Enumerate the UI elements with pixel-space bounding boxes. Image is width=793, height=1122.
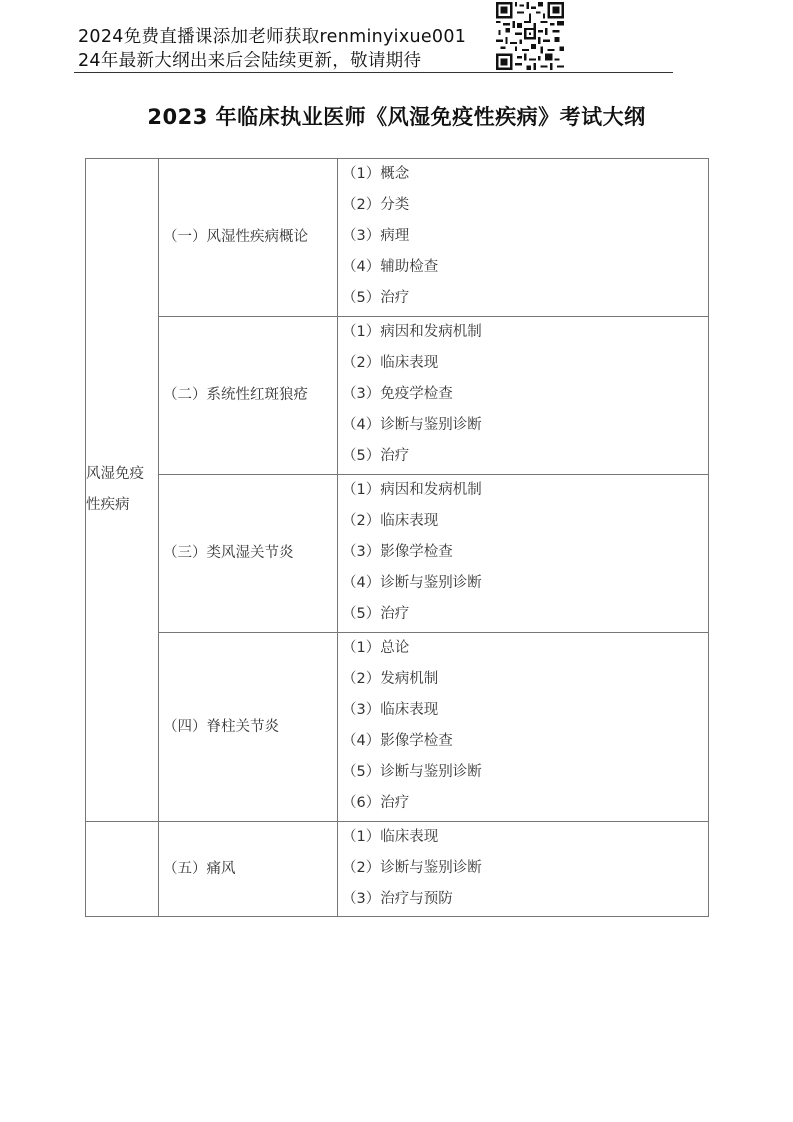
syllabus-item: （2）临床表现 [342, 513, 439, 529]
syllabus-item: （4）诊断与鉴别诊断 [342, 417, 482, 433]
row-divider [158, 474, 708, 475]
row-divider [158, 316, 708, 317]
qr-code-icon [496, 2, 564, 70]
row-divider [158, 632, 708, 633]
syllabus-item: （3）影像学检查 [342, 544, 453, 560]
column-divider [337, 158, 338, 916]
syllabus-item: （3）治疗与预防 [342, 891, 453, 907]
syllabus-item: （4）辅助检查 [342, 259, 439, 275]
header-promo-line: 2024免费直播课添加老师获取renminyixue001 [78, 27, 467, 47]
header-divider [74, 72, 673, 73]
syllabus-item: （1）总论 [342, 640, 410, 656]
section-name: （二）系统性红斑狼疮 [163, 387, 308, 403]
section-name: （四）脊柱关节炎 [163, 718, 279, 735]
page-title: 2023 年临床执业医师《风湿免疫性疾病》考试大纲 [147, 105, 646, 129]
category-label: 风湿免疫 [86, 466, 144, 482]
category-label: 性疾病 [86, 497, 130, 513]
syllabus-item: （3）免疫学检查 [342, 386, 453, 402]
syllabus-item: （2）发病机制 [342, 671, 439, 687]
syllabus-item: （1）临床表现 [342, 829, 439, 845]
syllabus-item: （5）治疗 [342, 606, 410, 622]
section-name: （三）类风湿关节炎 [163, 545, 294, 561]
syllabus-item: （4）诊断与鉴别诊断 [342, 575, 482, 591]
syllabus-item: （3）临床表现 [342, 702, 439, 718]
section-name: （五）痛风 [163, 860, 236, 877]
syllabus-item: （2）临床表现 [342, 355, 439, 371]
syllabus-item: （5）治疗 [342, 448, 410, 464]
table-border-bottom [85, 916, 709, 917]
syllabus-item: （1）病因和发病机制 [342, 482, 482, 498]
table-border-left [85, 158, 86, 916]
syllabus-item: （1）概念 [342, 166, 410, 182]
table-border-top [85, 158, 709, 159]
syllabus-item: （6）治疗 [342, 795, 410, 811]
row-divider [85, 821, 708, 822]
syllabus-item: （5）诊断与鉴别诊断 [342, 764, 482, 780]
syllabus-item: （2）分类 [342, 197, 410, 213]
syllabus-item: （3）病理 [342, 228, 410, 244]
table-border-right [708, 158, 709, 917]
section-name: （一）风湿性疾病概论 [163, 229, 308, 245]
syllabus-item: （1）病因和发病机制 [342, 324, 482, 340]
column-divider [158, 158, 159, 916]
syllabus-item: （4）影像学检查 [342, 733, 453, 749]
syllabus-item: （2）诊断与鉴别诊断 [342, 860, 482, 876]
header-notice-line: 24年最新大纲出来后会陆续更新，敬请期待 [78, 51, 422, 71]
syllabus-item: （5）治疗 [342, 290, 410, 306]
